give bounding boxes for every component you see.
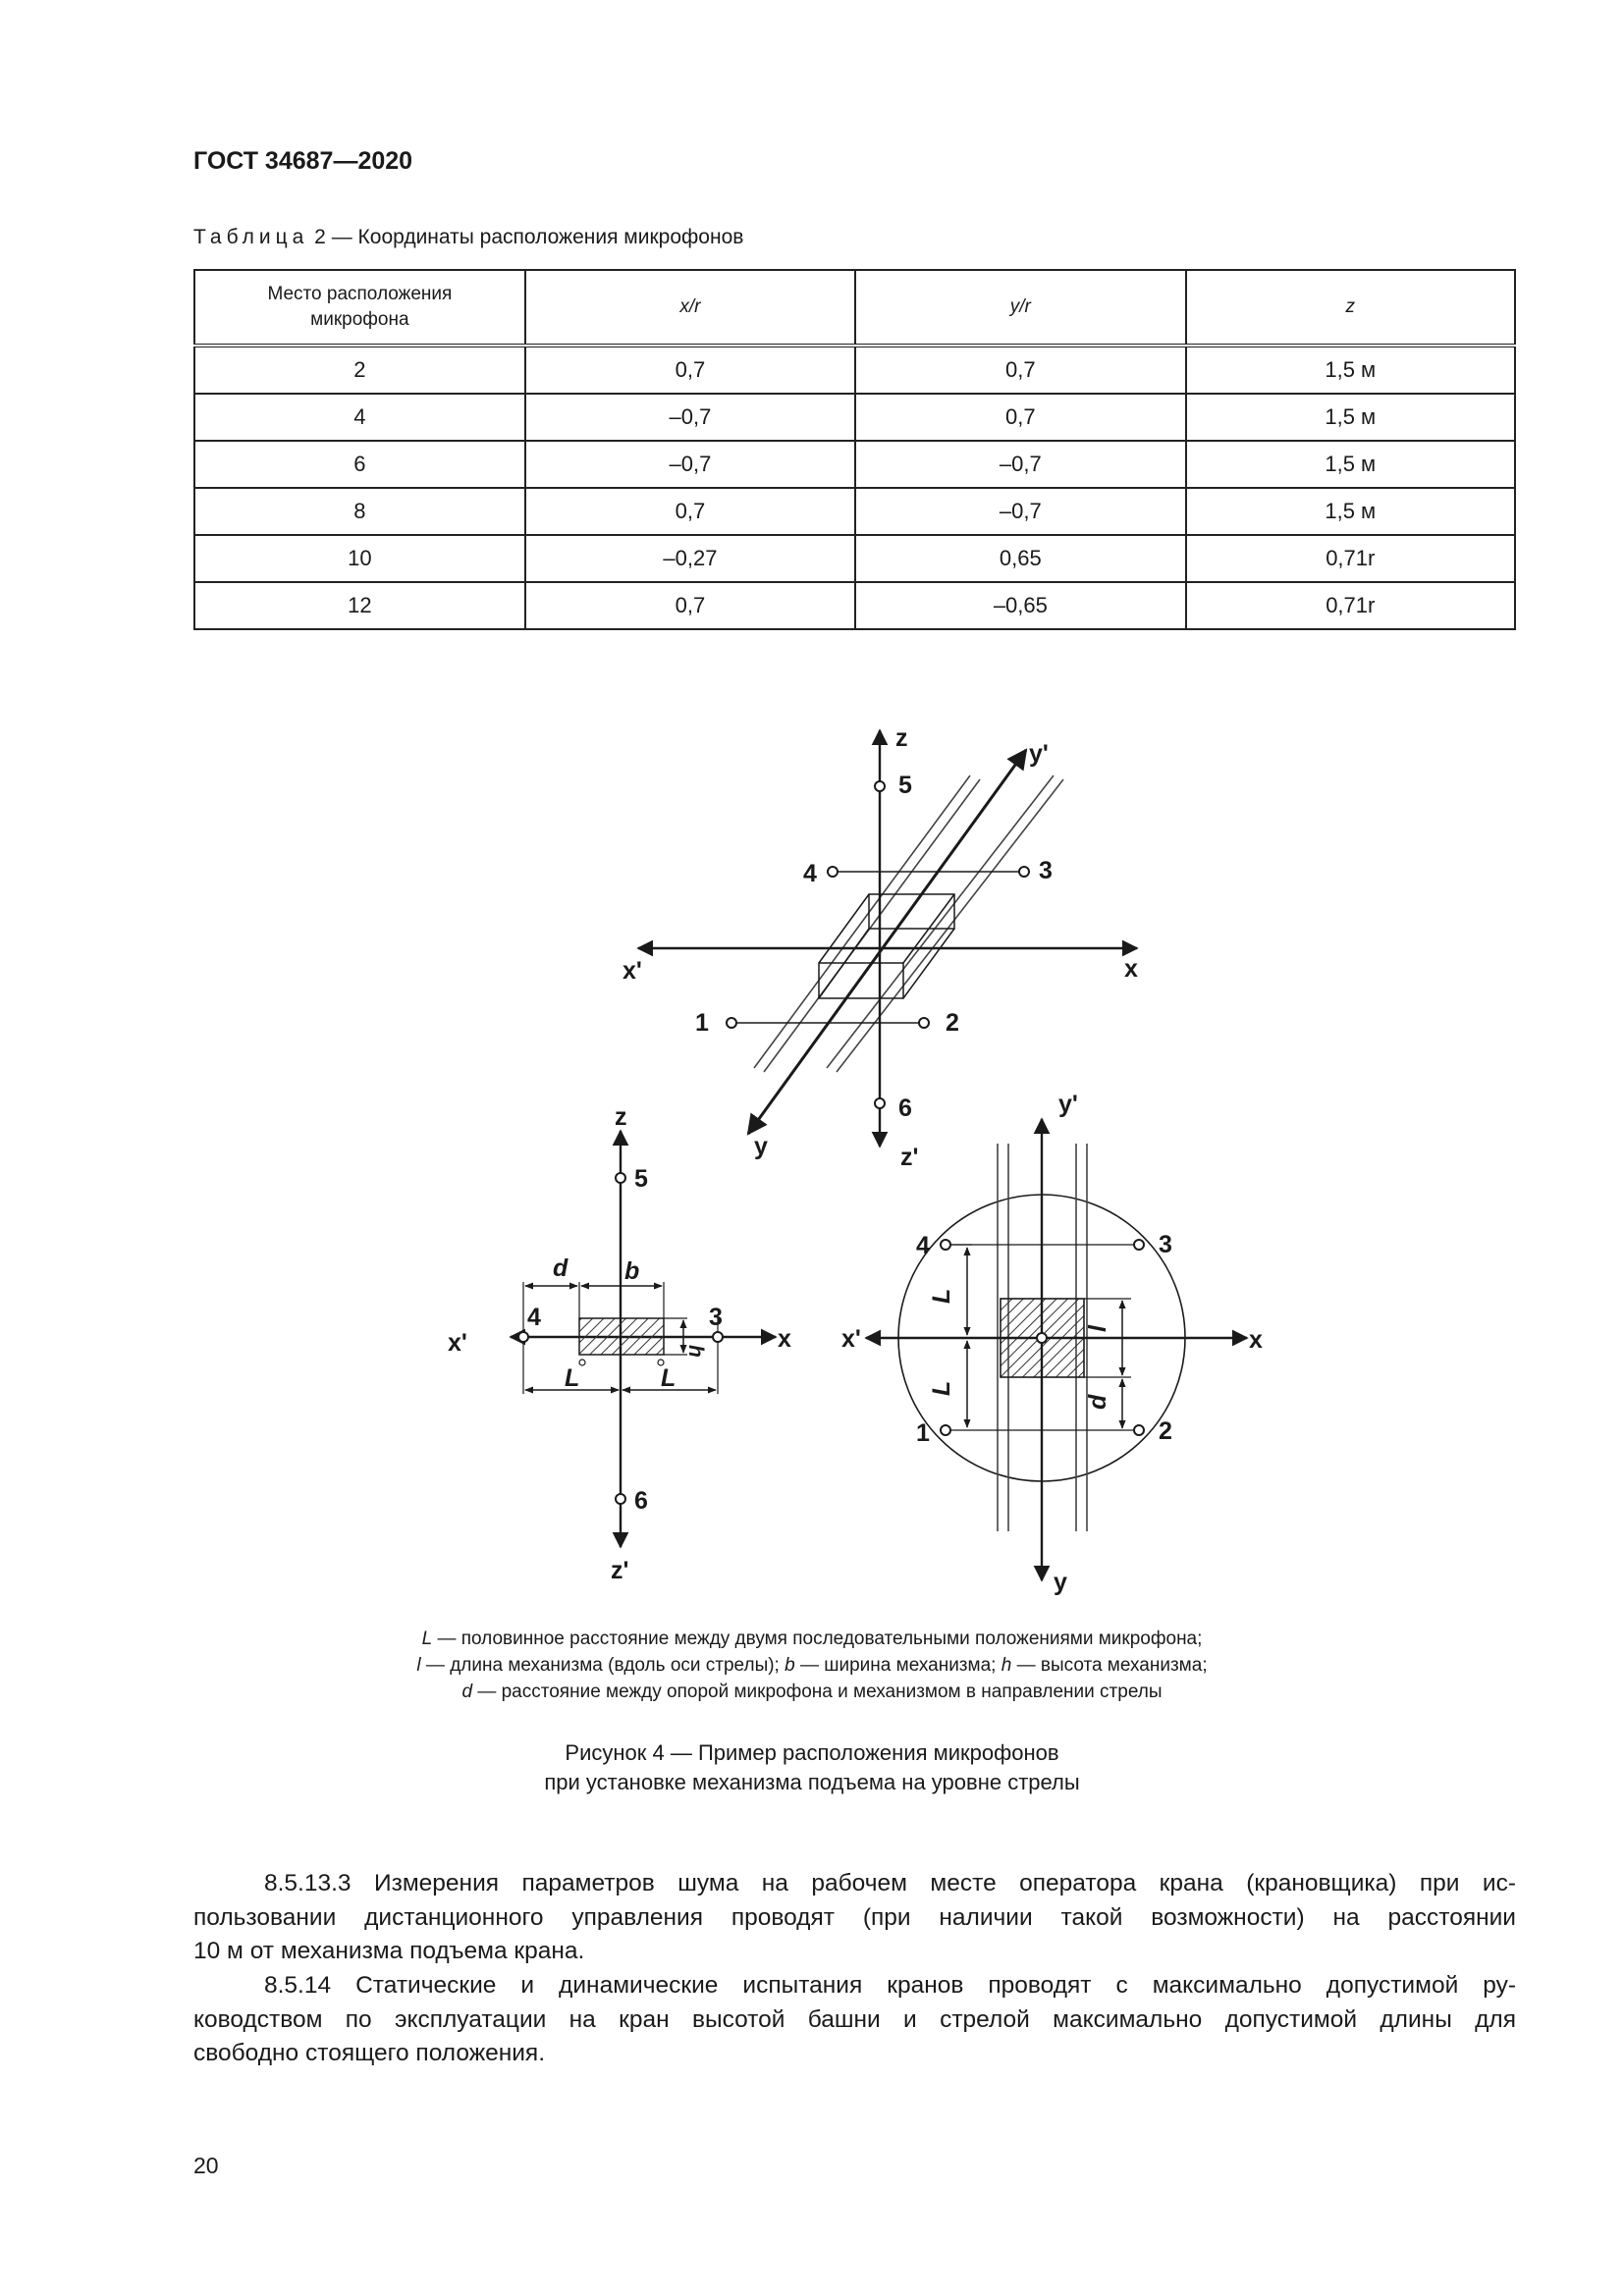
side-axis-x-neg-label: x' [448, 1329, 467, 1357]
paragraph-8-5-14 [193, 1969, 1516, 2071]
top-axis-x-label: x [1249, 1326, 1263, 1354]
column-header-position: Место расположения микрофона [194, 270, 525, 346]
table-cell: 2 [194, 346, 525, 394]
iso-point-1: 1 [695, 1009, 709, 1037]
table-cell: 4 [194, 394, 525, 441]
legend-symbol: l [416, 1655, 421, 1676]
table-cell: –0,27 [525, 535, 855, 582]
side-axis-x-label: x [778, 1325, 791, 1353]
side-point-5: 5 [634, 1165, 648, 1193]
iso-axis-y-label: y [754, 1133, 768, 1160]
iso-point-6: 6 [898, 1095, 912, 1122]
table-cell: 0,65 [855, 535, 1185, 582]
top-axis-y-label: y [1054, 1569, 1067, 1596]
table-cell: 1,5 м [1186, 441, 1515, 488]
table-caption-title: 2 — Координаты расположения микрофонов [308, 226, 744, 248]
iso-point-3: 3 [1039, 857, 1053, 884]
side-dim-d: d [553, 1255, 568, 1282]
paragraph-line: свободно стоящего положения. [193, 2040, 546, 2066]
legend-line [236, 1679, 1388, 1705]
figure-legend [236, 1626, 1388, 1705]
table-cell: 1,5 м [1186, 488, 1515, 535]
table-cell: 8 [194, 488, 525, 535]
side-view [448, 1103, 791, 1584]
column-header-z: z [1186, 270, 1515, 346]
table-cell: 0,7 [525, 346, 855, 394]
iso-axis-x-neg-label: x' [623, 957, 642, 985]
top-axis-y-neg-label: y' [1058, 1091, 1078, 1118]
legend-line [236, 1652, 1388, 1679]
side-dim-h: h [684, 1345, 707, 1358]
side-point-6: 6 [634, 1487, 648, 1515]
table-cell: 12 [194, 582, 525, 629]
table-cell: –0,7 [855, 441, 1185, 488]
top-axis-x-neg-label: x' [841, 1325, 861, 1353]
side-point-3: 3 [709, 1304, 723, 1331]
paragraph-line: 8.5.14 Статические и динамические испытания кранов проводят с максимально допустимой ру- [264, 1972, 1516, 1999]
figure-caption-line: Рисунок 4 — Пример расположения микрофонов [565, 1740, 1059, 1765]
column-header-x: x/r [525, 270, 855, 346]
legend-symbol: b [785, 1655, 795, 1676]
iso-axis-z-label: z [895, 724, 908, 752]
legend-line [236, 1626, 1388, 1652]
iso-point-5: 5 [898, 772, 912, 799]
legend-symbol: h [1001, 1655, 1012, 1676]
figure-caption [236, 1738, 1388, 1797]
table-cell: 1,5 м [1186, 394, 1515, 441]
legend-text: — длина механизма (вдоль оси стрелы); [420, 1655, 785, 1676]
legend-symbol: d [461, 1682, 473, 1702]
paragraph-line: ководством по эксплуатации на кран высотой башни и стрелой максимально допустимой длины для [193, 2005, 1516, 2033]
iso-point-2: 2 [946, 1009, 959, 1037]
top-dim-d: d [1084, 1394, 1111, 1410]
side-dim-L-right: L [661, 1364, 677, 1392]
paragraph-line: 8.5.13.3 Измерения параметров шума на рабочем месте оператора крана (крановщика) при ис- [264, 1870, 1516, 1896]
legend-text: — высота механизма; [1011, 1655, 1208, 1676]
table-cell: 1,5 м [1186, 346, 1515, 394]
side-axis-z-label: z [615, 1103, 627, 1131]
side-dim-b: b [624, 1257, 640, 1285]
document-code: ГОСТ 34687—2020 [193, 147, 413, 175]
top-dim-L-lower: L [928, 1380, 955, 1396]
table-cell: 6 [194, 441, 525, 488]
top-point-2: 2 [1159, 1417, 1172, 1445]
top-point-4: 4 [916, 1232, 930, 1259]
legend-text: — ширина механизма; [794, 1655, 1001, 1676]
paragraph-8-5-13-3 [193, 1867, 1516, 1969]
table-cell: –0,7 [855, 488, 1185, 535]
column-header-y: y/r [855, 270, 1185, 346]
top-dim-L-upper: L [928, 1288, 955, 1304]
top-point-3: 3 [1159, 1231, 1172, 1258]
table-cell: 10 [194, 535, 525, 582]
page-number: 20 [193, 2153, 219, 2178]
iso-axis-x-label: x [1124, 955, 1138, 983]
side-axis-z-neg-label: z' [611, 1557, 629, 1584]
table-cell: 0,7 [525, 582, 855, 629]
top-point-1: 1 [916, 1419, 930, 1447]
iso-axis-z-neg-label: z' [900, 1144, 919, 1171]
table-cell: 0,71r [1186, 535, 1515, 582]
table-caption-prefix: Таблица [193, 226, 309, 248]
paragraph-line: 10 м от механизма подъема крана. [193, 1938, 585, 1964]
table-cell: 0,7 [855, 346, 1185, 394]
side-point-4: 4 [527, 1304, 541, 1331]
legend-text: — половинное расстояние между двумя последовательными положениями микрофона; [432, 1629, 1203, 1649]
top-dim-l: l [1084, 1325, 1111, 1332]
table-cell: 0,7 [525, 488, 855, 535]
table-cell: –0,65 [855, 582, 1185, 629]
side-dim-L-left: L [565, 1364, 580, 1392]
legend-symbol: L [421, 1629, 433, 1649]
iso-point-4: 4 [803, 860, 817, 887]
figure-caption-line: при установке механизма подъема на уровне стрелы [544, 1770, 1080, 1794]
paragraph-line: пользовании дистанционного управления проводят (при наличии такой возможности) на расстоянии [193, 1903, 1516, 1931]
table-cell: –0,7 [525, 394, 855, 441]
table-cell: –0,7 [525, 441, 855, 488]
table-cell: 0,71r [1186, 582, 1515, 629]
table-cell: 0,7 [855, 394, 1185, 441]
iso-axis-y-neg-label: y' [1029, 740, 1049, 768]
legend-text: — расстояние между опорой микрофона и механизмом в направлении стрелы [472, 1682, 1163, 1702]
